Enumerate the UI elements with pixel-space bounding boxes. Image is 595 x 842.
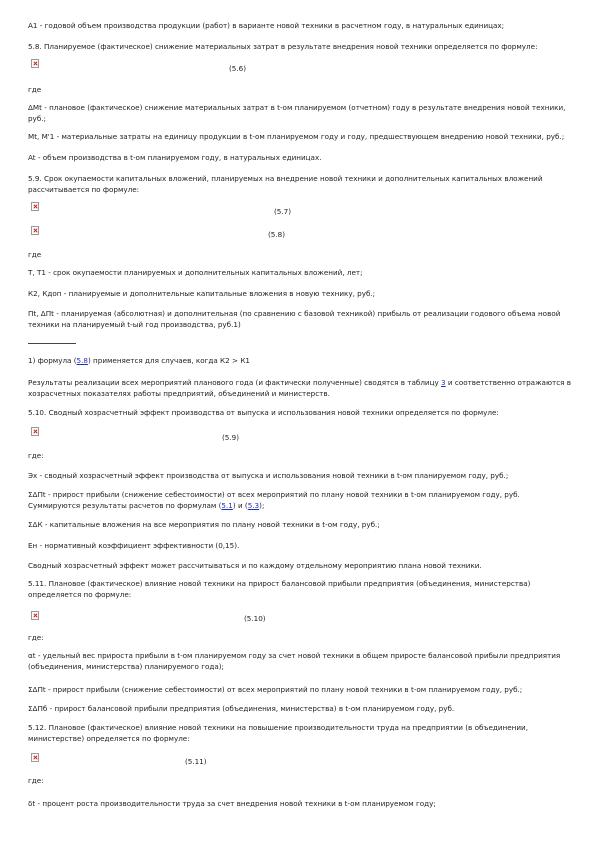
paragraph: 5.9. Срок окупаемости капитальных вложений, планируемых на внедрение новой техники и дополнительных капитальных вложений рассчитывается по формуле: — [28, 174, 543, 194]
formula-link[interactable]: 5.3 — [247, 501, 260, 510]
paragraph: δt - процент роста производительности труда за счет внедрения новой техники в t-ом планируемом году; — [28, 799, 436, 808]
paragraph: где — [28, 85, 42, 94]
paragraph: Ен - нормативный коэффициент эффективности (0,15). — [28, 541, 240, 550]
paragraph: At - объем производства в t-ом планируемом году, в натуральных единицах. — [28, 153, 322, 162]
paragraph: ΣΔПб - прирост балансовой прибыли предприятия (объединения, министерства) в t-ом планируемом году, руб. — [28, 704, 455, 713]
equation-number: (5.10) — [244, 614, 266, 623]
table-link[interactable]: 3 — [441, 378, 446, 387]
broken-image-icon — [31, 611, 39, 620]
footnote-text: 1) формула ( — [28, 356, 77, 365]
formula-link[interactable]: 5.1 — [221, 501, 233, 510]
paragraph: Т, Т1 - срок окупаемости планируемых и дополнительных капитальных вложений, лет; — [28, 268, 363, 277]
footnote-text: ) применяется для случаев, когда К2 > К1 — [87, 356, 250, 365]
paragraph: где: — [28, 633, 44, 642]
paragraph: Пt, ΔПt - планируемая (абсолютная) и дополнительная (по сравнению с базовой техникой) прибыль от реализации годового объема новой техники на планируемый t-ый год производства, руб.1) — [28, 309, 561, 329]
formula-link[interactable]: 5.8 — [76, 356, 88, 365]
paragraph: где: — [28, 776, 44, 785]
paragraph: 5.10. Сводный хозрасчетный эффект производства от выпуска и использования новой техники определяется по формуле: — [28, 408, 499, 417]
broken-image-icon — [31, 226, 39, 235]
paragraph: где: — [28, 451, 44, 460]
paragraph: Эх - сводный хозрасчетный эффект производства от выпуска и использования новой техники в t-ом планируемом году, руб.; — [28, 471, 509, 480]
paragraph-text: ); — [259, 501, 265, 510]
paragraph: Сводный хозрасчетный эффект может рассчитываться и по каждому отдельному мероприятию плана новой техники. — [28, 561, 482, 570]
footnote — [28, 355, 573, 366]
broken-image-icon — [31, 59, 39, 68]
paragraph: A1 - годовой объем производства продукции (работ) в варианте новой техники в расчетном году, в натуральных единицах; — [28, 21, 505, 30]
equation-number: (5.11) — [185, 757, 207, 766]
paragraph: Mt, M'1 - материальные затраты на единицу продукции в t-ом планируемом году и году, предшествующем внедрению новой техники, руб.; — [28, 132, 565, 141]
broken-image-icon — [31, 753, 39, 762]
paragraph: ΔМt - плановое (фактическое) снижение материальных затрат в t-ом планируемом (отчетном) году в результате внедрения новой техники, руб.; — [28, 103, 566, 123]
paragraph: ΣΔПt - прирост прибыли (снижение себестоимости) от всех мероприятий по плану новой техники в t-ом планируемом году, руб. Суммируются результаты расчетов по формулам (5.1) и (5.3); — [28, 490, 520, 510]
paragraph-text: ΣΔПt - прирост прибыли (снижение себестоимости) от всех мероприятий по плану новой техники в t-ом планируемом году, руб. Суммируются результаты расчетов по формулам — [28, 490, 520, 510]
broken-image-icon — [31, 427, 39, 436]
paragraph: αt - удельный вес прироста прибыли в t-ом планируемом году за счет новой техники в общем приросте балансовой прибыли предприятия (объединения, министерства) планируемого года); — [28, 651, 561, 671]
paragraph: 5.12. Плановое (фактическое) влияние новой техники на повышение производительности труда на предприятии (в объединении, министерстве) определяется по формуле: — [28, 723, 528, 743]
paragraph: К2, Кдоп - планируемые и дополнительные капитальные вложения в новую технику, руб.; — [28, 289, 376, 298]
equation-number: (5.7) — [274, 207, 292, 216]
footnote-separator — [28, 343, 76, 344]
paragraph-text: Результаты реализации всех мероприятий планового года (и фактически полученные) сводятся в таблицу — [28, 378, 439, 387]
paragraph: ΣΔПt - прирост прибыли (снижение себестоимости) от всех мероприятий по плану новой техники в t-ом планируемом году, руб.; — [28, 685, 523, 694]
paragraph-text: и — [237, 501, 243, 510]
paragraph: где — [28, 250, 42, 259]
paragraph: ΣΔК - капитальные вложения на все мероприятия по плану новой техники в t-ом году, руб.; — [28, 520, 380, 529]
equation-number: (5.6) — [229, 64, 247, 73]
paragraph: 5.8. Планируемое (фактическое) снижение материальных затрат в результате внедрения новой техники определяется по формуле: — [28, 42, 538, 51]
equation-number: (5.8) — [268, 230, 286, 239]
equation-number: (5.9) — [222, 433, 240, 442]
broken-image-icon — [31, 202, 39, 211]
paragraph-text: и соответственно отражаются в хозрасчетных показателях работы предприятий, объединений и министерств. — [28, 378, 571, 398]
paragraph — [28, 377, 573, 399]
paragraph: 5.11. Плановое (фактическое) влияние новой техники на прирост балансовой прибыли предприятия (объединения, министерства) определяется по формуле: — [28, 579, 531, 599]
